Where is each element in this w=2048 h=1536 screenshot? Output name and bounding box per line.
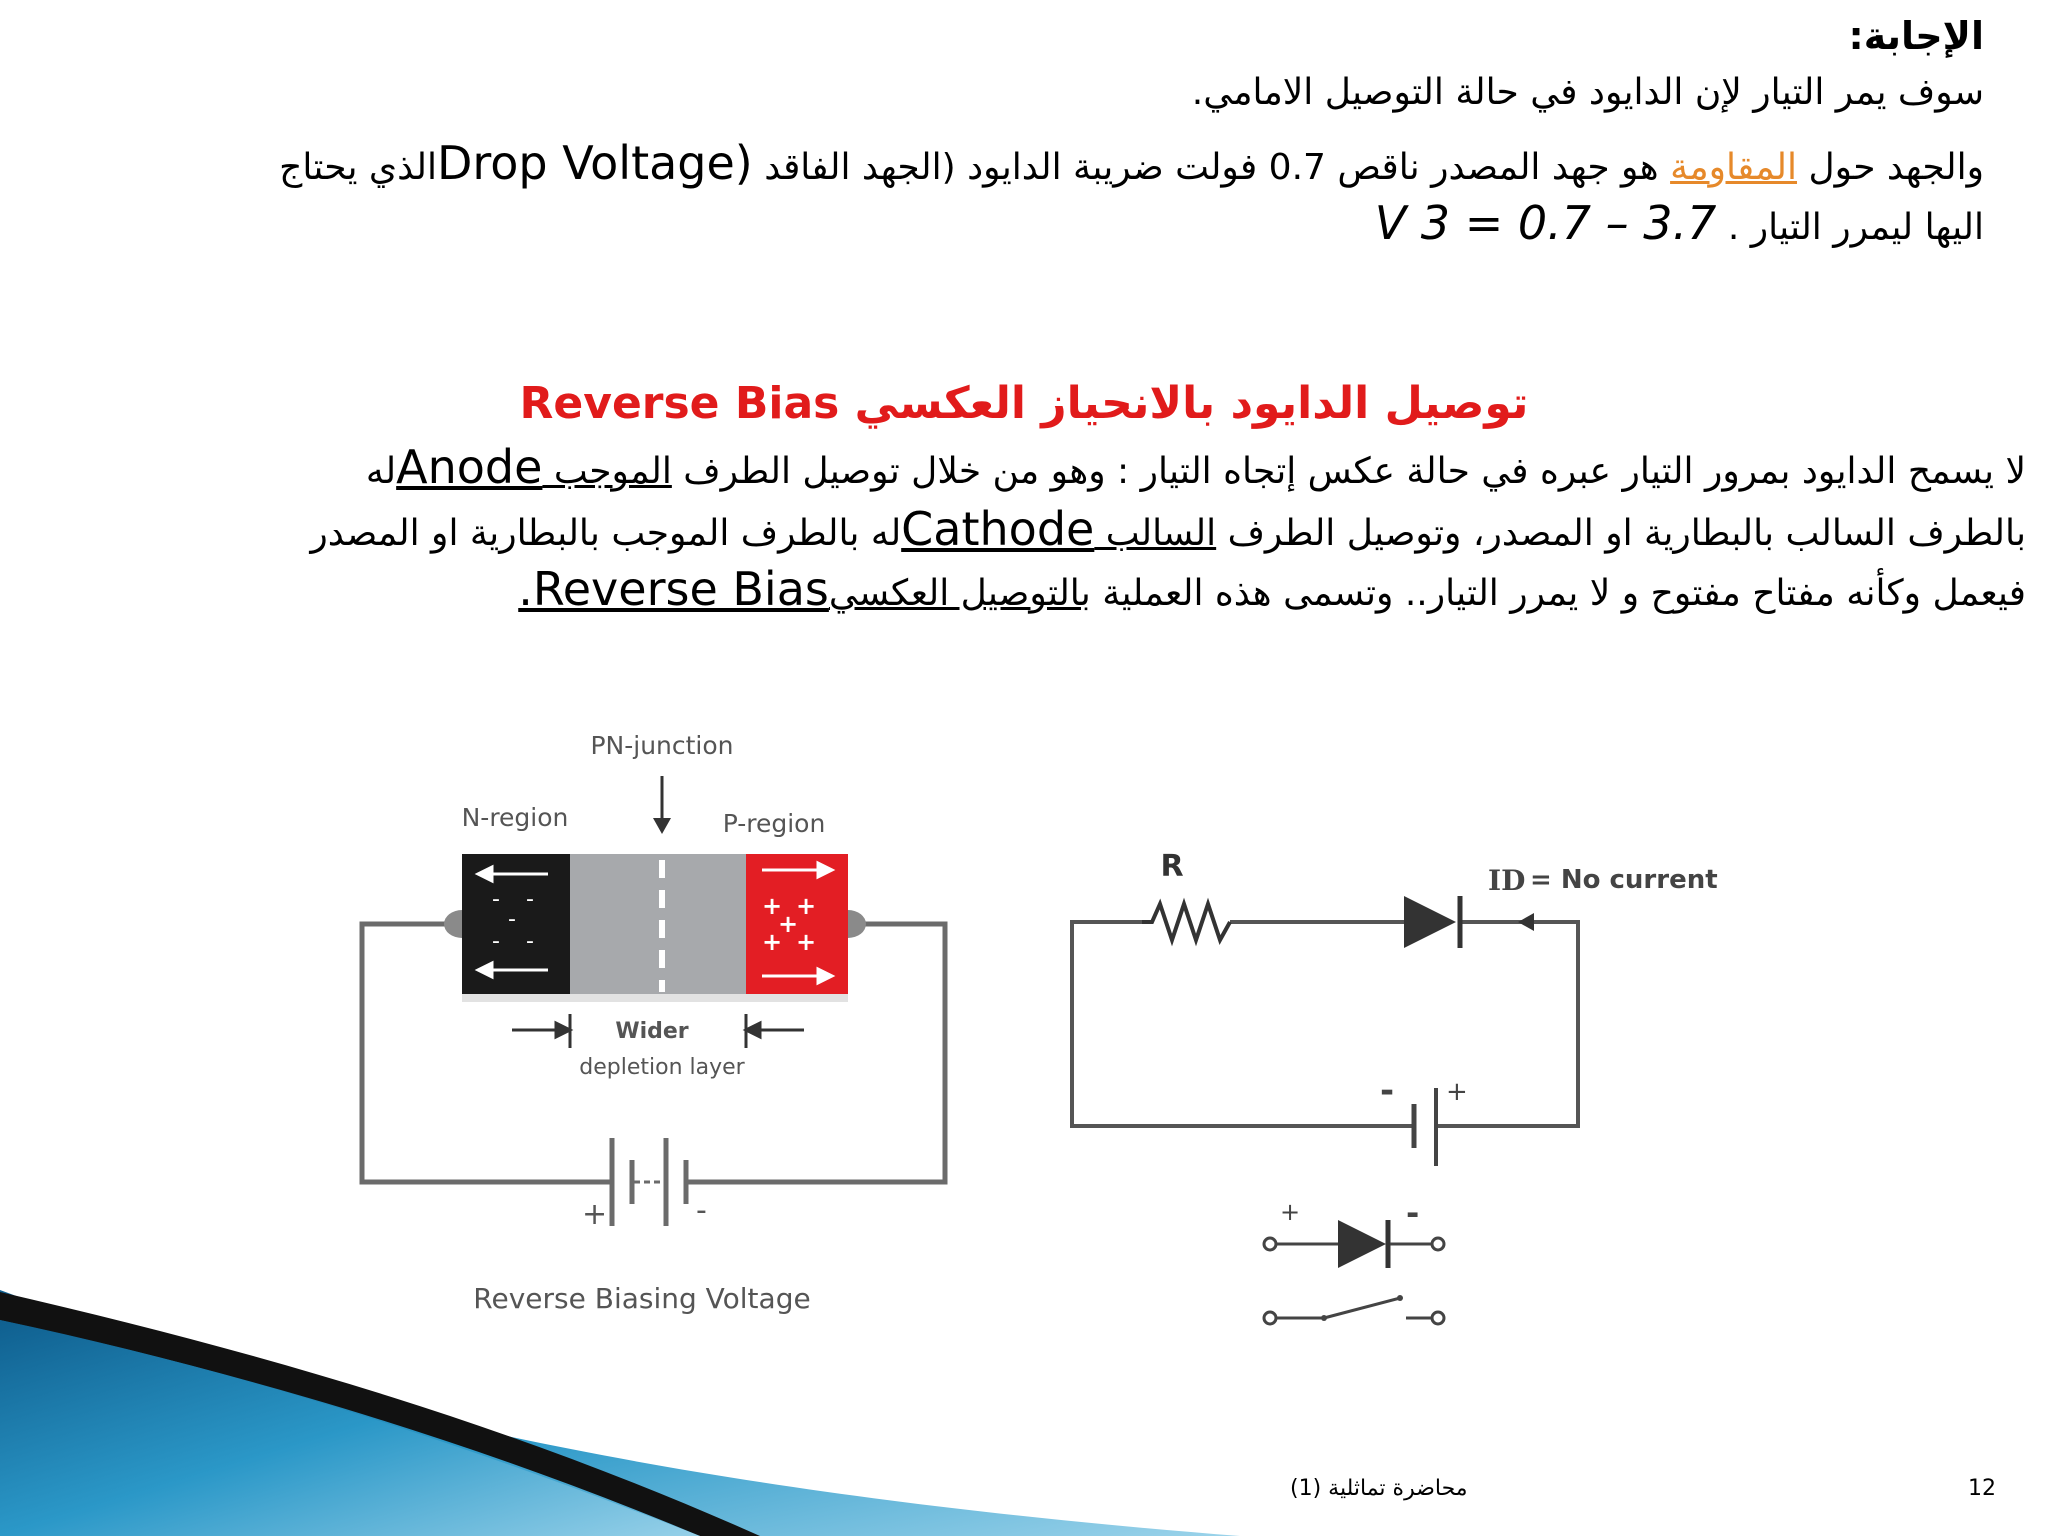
anode-term: Anode xyxy=(396,440,543,494)
paragraph-line-2 xyxy=(310,502,2026,556)
section-title xyxy=(0,378,2048,429)
voltage-formula: V 3 = 0.7 – 3.7 xyxy=(1374,196,1717,250)
junction-arrow-icon xyxy=(653,776,671,834)
cathode-term: Cathode xyxy=(901,502,1095,556)
answer-text: الذي يحتاج xyxy=(279,147,437,188)
underlined-negative: السالب xyxy=(1094,513,1217,554)
reverse-bias-circuit xyxy=(1060,840,1720,1340)
answer-heading: الإجابة: xyxy=(1848,14,1984,58)
svg-text:-: - xyxy=(526,887,534,912)
para-text: لا يسمح الدايود بمرور التيار عبره في حالة عكس إتجاه التيار : وهو من خلال توصيل الطرف xyxy=(671,451,2026,492)
paragraph-line-1 xyxy=(366,440,2026,494)
symbol-plus-label: + xyxy=(1280,1198,1301,1226)
answer-line-2 xyxy=(279,136,1984,190)
para-text: فيعمل وكأنه مفتاح مفتوح و لا يمرر التيار.. وتسمى هذه العملية xyxy=(1090,573,2026,614)
wider-label: Wider xyxy=(615,1019,689,1044)
symbol-minus-label: - xyxy=(1406,1194,1420,1232)
diode-icon xyxy=(1404,896,1460,948)
pn-junction-label: PN-junction xyxy=(590,731,734,760)
reverse-bias-term: .Reverse Bias xyxy=(518,562,829,616)
diagram-caption: Reverse Biasing Voltage xyxy=(473,1282,811,1315)
battery-icon xyxy=(612,1138,686,1226)
open-switch-icon xyxy=(1264,1295,1444,1324)
svg-text:-: - xyxy=(508,907,516,932)
p-region-label: P-region xyxy=(722,809,826,838)
section-title-arabic: توصيل الدايود بالانحياز العكسي xyxy=(854,378,1529,429)
pn-junction-diagram xyxy=(350,730,970,1330)
drop-voltage-term: Drop Voltage) xyxy=(436,136,753,190)
svg-text:+: + xyxy=(778,910,799,938)
svg-text:-: - xyxy=(492,887,500,912)
id-label: ID xyxy=(1488,864,1526,897)
underlined-reverse-connection: بالتوصيل العكسي xyxy=(828,573,1091,614)
para-text: له بالطرف الموجب بالبطارية او المصدر xyxy=(310,513,902,554)
current-arrow-icon xyxy=(1518,913,1534,931)
resistor-icon xyxy=(1142,904,1230,940)
para-text: بالطرف السالب بالبطارية او المصدر، وتوصيل الطرف xyxy=(1216,513,2026,554)
battery-plus-label: + xyxy=(582,1197,608,1232)
page-number: 12 xyxy=(1968,1476,1996,1501)
highlight-resistance: المقاومة xyxy=(1670,147,1798,188)
underlined-positive: الموجب xyxy=(542,451,672,492)
battery-minus-label: - xyxy=(696,1193,707,1228)
battery-plus-label: + xyxy=(1446,1077,1468,1107)
answer-line-3 xyxy=(1375,196,1984,250)
depletion-layer-label: depletion layer xyxy=(579,1055,745,1080)
circuit-wire xyxy=(1072,922,1578,1126)
section-title-english: Reverse Bias xyxy=(519,378,840,429)
para-text: له xyxy=(365,451,397,492)
answer-text: هو جهد المصدر ناقص 0.7 فولت ضريبة الدايود (الجهد الفاقد xyxy=(752,147,1671,188)
battery-minus-label: - xyxy=(1380,1071,1395,1111)
answer-text: والجهد حول xyxy=(1797,147,1984,188)
answer-text: اليها ليمرر التيار . xyxy=(1727,207,1984,248)
battery-icon xyxy=(1414,1088,1436,1166)
id-value: = No current xyxy=(1530,865,1718,895)
svg-text:+: + xyxy=(762,928,783,956)
paragraph-line-3 xyxy=(518,562,2026,616)
svg-text:+: + xyxy=(796,892,817,920)
svg-text:-: - xyxy=(492,929,500,954)
svg-text:+: + xyxy=(762,892,783,920)
resistor-label: R xyxy=(1160,849,1184,884)
answer-line-1: سوف يمر التيار لإن الدايود في حالة التوصيل الامامي. xyxy=(1191,72,1984,113)
footer-title: محاضرة تماثلية (1) xyxy=(1290,1476,1468,1501)
svg-text:-: - xyxy=(526,929,534,954)
n-region-label: N-region xyxy=(461,803,569,832)
svg-text:+: + xyxy=(796,928,817,956)
